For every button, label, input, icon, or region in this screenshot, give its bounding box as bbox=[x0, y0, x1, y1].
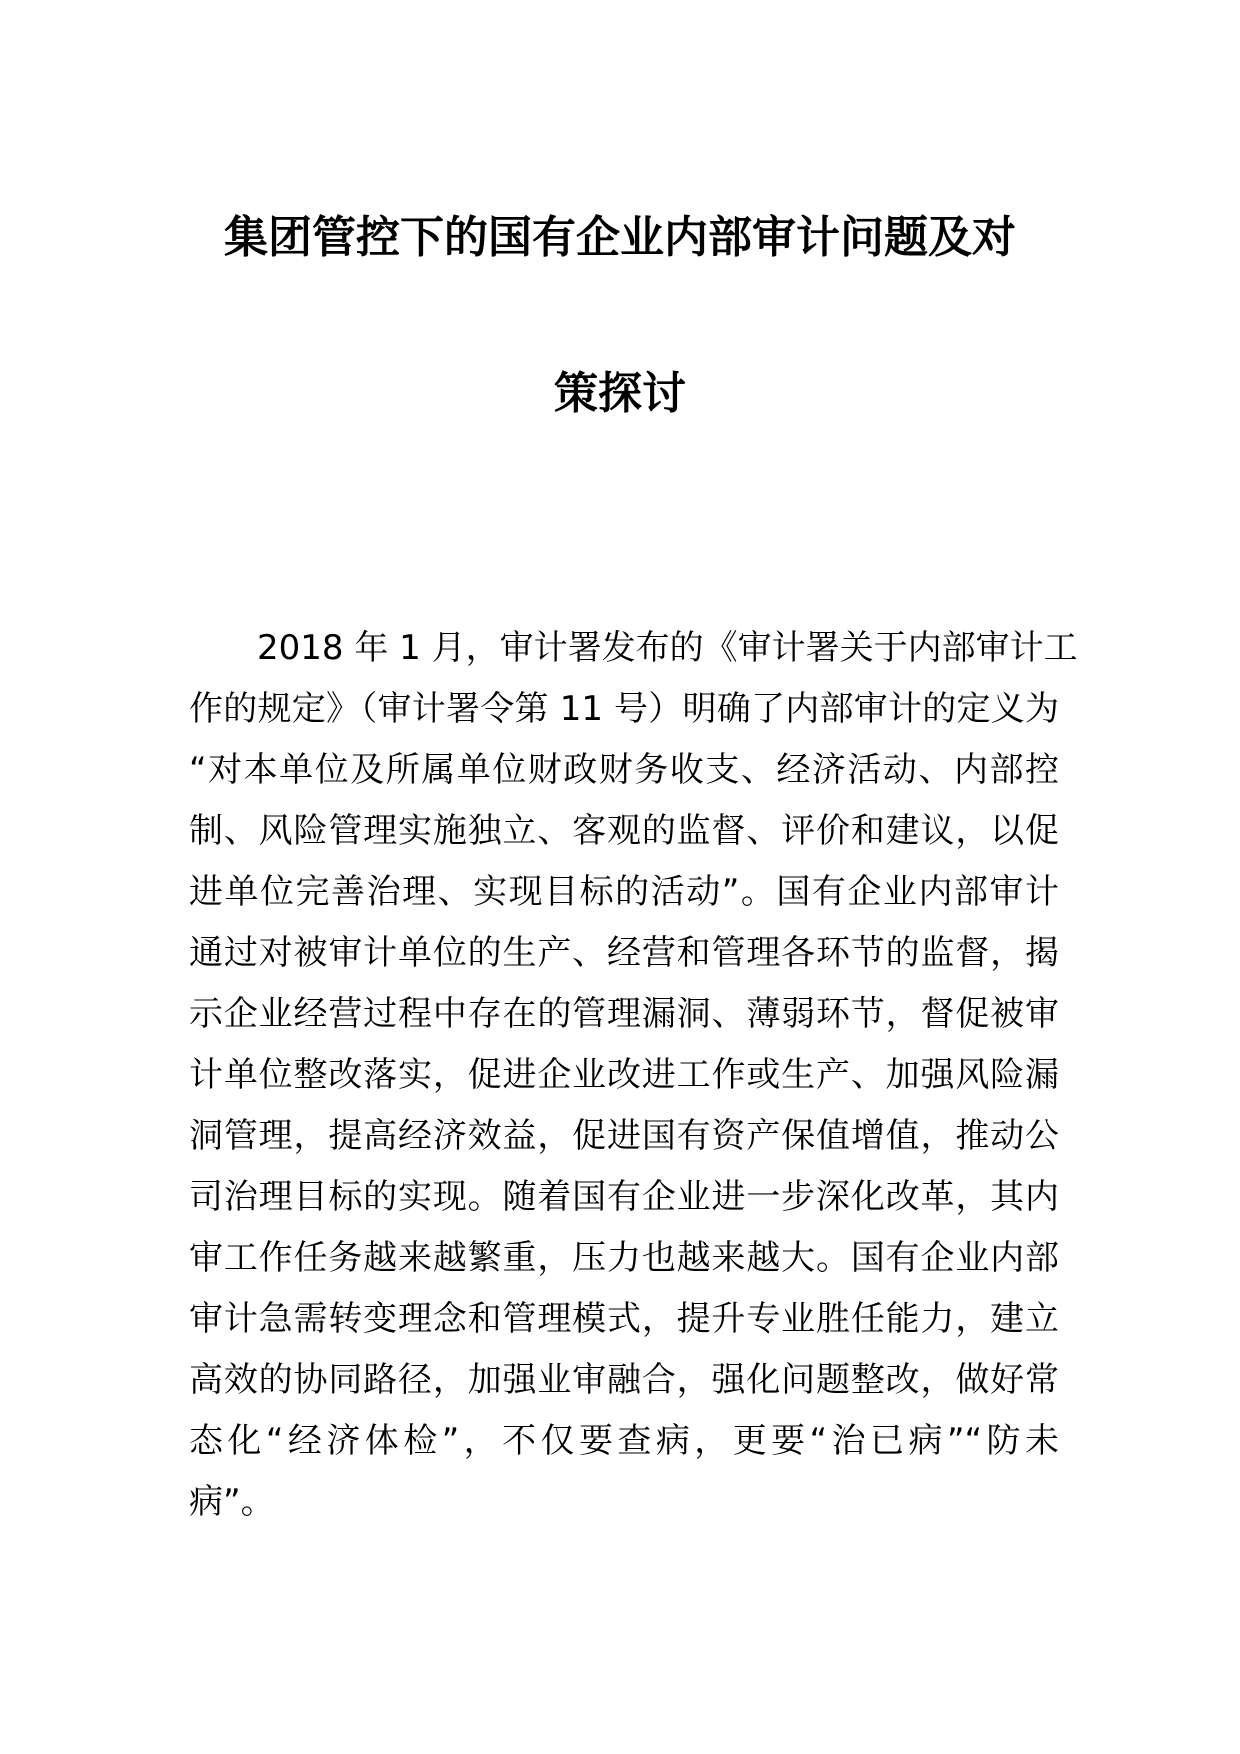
paragraph-line: 制、风险管理实施独立、客观的监督、评价和建议，以促 bbox=[189, 811, 1059, 851]
body-paragraph bbox=[189, 618, 1078, 1533]
paragraph-line: 洞管理，提高经济效益，促进国有资产保值增值，推动公 bbox=[189, 1116, 1059, 1156]
paragraph-line: 态化“经济体检”，不仅要查病，更要“治已病”“防未 bbox=[189, 1421, 1059, 1461]
paragraph-line: 审工作任务越来越繁重，压力也越来越大。国有企业内部 bbox=[189, 1238, 1059, 1278]
paragraph-line: “对本单位及所属单位财政财务收支、经济活动、内部控 bbox=[189, 750, 1059, 790]
paragraph-line: 司治理目标的实现。随着国有企业进一步深化改革，其内 bbox=[189, 1177, 1059, 1217]
paragraph-line: 病”。 bbox=[189, 1482, 275, 1522]
paragraph-line: 示企业经营过程中存在的管理漏洞、薄弱环节，督促被审 bbox=[189, 994, 1059, 1034]
paragraph-line: 审计急需转变理念和管理模式，提升专业胜任能力，建立 bbox=[189, 1299, 1059, 1339]
paragraph-line: 进单位完善治理、实现目标的活动”。国有企业内部审计 bbox=[189, 872, 1059, 912]
document-title-line-2: 策探讨 bbox=[554, 368, 686, 419]
paragraph-line: 高效的协同路径，加强业审融合，强化问题整改，做好常 bbox=[189, 1360, 1059, 1400]
document-title-line-1: 集团管控下的国有企业内部审计问题及对 bbox=[224, 212, 1016, 263]
paragraph-line: 计单位整改落实，促进企业改进工作或生产、加强风险漏 bbox=[189, 1055, 1059, 1095]
paragraph-line: 2018 年 1 月，审计署发布的《审计署关于内部审计工 bbox=[257, 628, 1078, 668]
paragraph-line: 作的规定》（审计署令第 11 号）明确了内部审计的定义为 bbox=[189, 689, 1059, 729]
paragraph-line: 通过对被审计单位的生产、经营和管理各环节的监督，揭 bbox=[189, 933, 1059, 973]
